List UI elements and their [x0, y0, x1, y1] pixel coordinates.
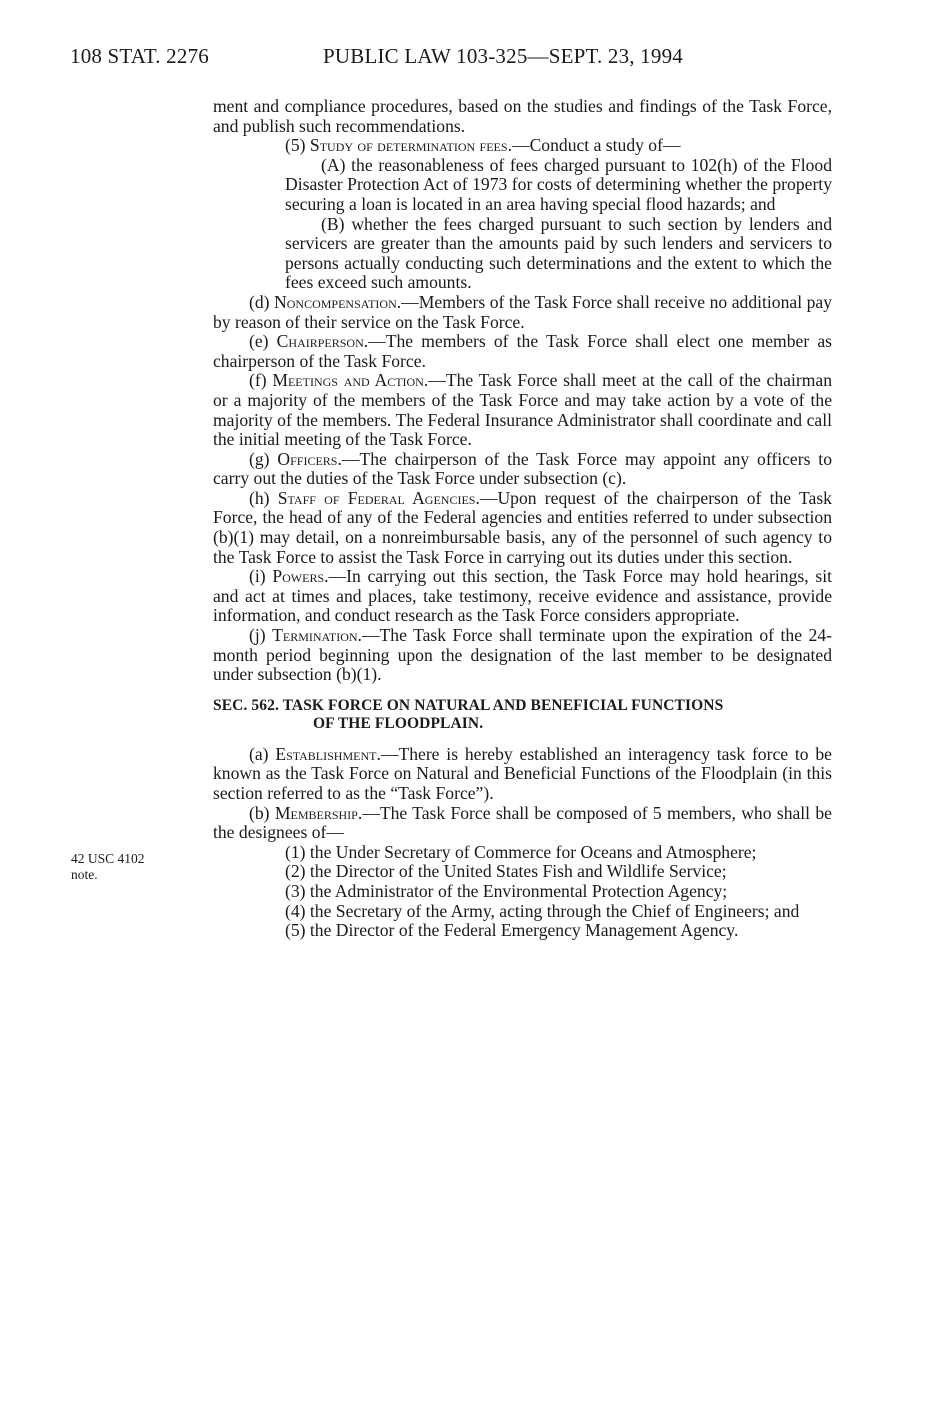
subsection-heading: Powers.	[272, 566, 329, 587]
subsection-heading: Membership.	[274, 802, 363, 823]
public-law-reference: PUBLIC LAW 103-325—SEPT. 23, 1994	[323, 44, 683, 68]
paragraph-5	[249, 136, 832, 156]
subsection-j	[213, 626, 832, 685]
subsection-text: —The Task Force shall be composed of 5 members, who shall be the designees of—	[213, 802, 832, 843]
subsection-number: (e)	[249, 331, 269, 352]
subsection-text: —There is hereby established an interagency task force to be known as the Task Force on Natural and Beneficial Functions of the Floodplain (in this section referred to as the “Task Force”).	[213, 743, 832, 803]
subsection-h	[213, 489, 832, 567]
section-562-subsection-b	[213, 804, 832, 843]
subsection-heading: Officers.	[277, 448, 342, 469]
subsection-text: —The members of the Task Force shall elect one member as chairperson of the Task Force.	[213, 331, 832, 371]
subsection-heading: Staff of Federal Agencies.	[277, 487, 480, 508]
subsection-number: (h)	[249, 487, 270, 508]
list-item: (4) the Secretary of the Army, acting through the Chief of Engineers; and	[285, 900, 800, 921]
subsection-text: —The chairperson of the Task Force may appoint any officers to carry out the duties of the Task Force under subsection (c).	[213, 448, 832, 489]
subparagraph-list	[249, 156, 832, 293]
subparagraph-a: (A) the reasonableness of fees charged pursuant to 102(h) of the Flood Disaster Protection Act of 1973 for costs of determining whether the property securing a loan is located in an area having special flood hazards; and	[285, 154, 832, 214]
subsection-text: —The Task Force shall meet at the call of the chairman or a majority of the members of the Task Force and may take action by a vote of the majority of the members. The Federal Insurance Administrator shall coordinate and call the initial meeting of the Task Force.	[213, 370, 833, 450]
membership-list	[213, 843, 832, 941]
subsection-number: (i)	[249, 566, 266, 587]
list-item: (5) the Director of the Federal Emergency Management Agency.	[285, 920, 739, 941]
margin-note-line: 42 USC 4102	[71, 851, 145, 866]
list-item: (1) the Under Secretary of Commerce for Oceans and Atmosphere;	[285, 841, 757, 862]
subparagraph-b: (B) whether the fees charged pursuant to such section by lenders and servicers are greater than the amounts paid by such lenders and servicers to persons actually conducting such determinations and the extent to which the fees exceed such amounts.	[285, 213, 832, 293]
subsection-heading: Meetings and Action.	[272, 370, 429, 391]
subsection-heading: Chairperson.	[276, 331, 369, 352]
paragraph-5-block	[213, 136, 832, 293]
stat-page-reference: 108 STAT. 2276	[70, 44, 209, 68]
document-body	[213, 97, 832, 941]
section-title-line: SEC. 562. TASK FORCE ON NATURAL AND BENEFICIAL FUNCTIONS	[213, 696, 724, 714]
subsection-number: (a)	[249, 743, 269, 764]
subsection-e	[213, 332, 832, 371]
section-562-subsection-a	[213, 745, 832, 804]
subsection-number: (j)	[249, 625, 266, 646]
margin-note-line: note.	[71, 867, 98, 882]
section-562-title	[213, 697, 832, 733]
list-item: (3) the Administrator of the Environmental Protection Agency;	[285, 880, 728, 901]
subsection-g	[213, 450, 832, 489]
list-item: (2) the Director of the United States Fish and Wildlife Service;	[285, 861, 727, 882]
subsection-list	[213, 293, 832, 685]
paragraph-heading: Study of determination fees.	[309, 135, 512, 156]
subsection-text: —Members of the Task Force shall receive no additional pay by reason of their service on the Task Force.	[213, 291, 832, 332]
subsection-number: (g)	[249, 448, 270, 469]
subsection-f	[213, 371, 832, 449]
continued-paragraph: ment and compliance procedures, based on the studies and findings of the Task Force, and publish such recommendations.	[213, 96, 832, 136]
subsection-heading: Noncompensation.	[274, 291, 402, 312]
paragraph-text: —Conduct a study of—	[511, 135, 681, 156]
subsection-text: —The Task Force shall terminate upon the expiration of the 24-month period beginning upon the designation of the last member to be designated under subsection (b)(1).	[213, 625, 832, 685]
subsection-number: (d)	[249, 291, 270, 312]
subsection-number: (f)	[249, 370, 267, 391]
subsection-heading: Termination.	[272, 625, 362, 646]
page-header	[70, 44, 830, 74]
subsection-text: —Upon request of the chairperson of the Task Force, the head of any of the Federal agencies and entities referred to under subsection (b)(1) may detail, on a nonreimbursable basis, any of the personnel of such agency to the Task Force to assist the Task Force in carrying out its duties under this section.	[213, 487, 832, 567]
subsection-i	[213, 567, 832, 626]
section-title-line: OF THE FLOODPLAIN.	[313, 714, 484, 732]
subsection-heading: Establishment.	[275, 743, 381, 764]
subsection-d	[213, 293, 832, 332]
subsection-number: (b)	[249, 802, 270, 823]
paragraph-number: (5)	[285, 135, 306, 156]
margin-note-usc-citation	[71, 851, 145, 883]
subsection-text: —In carrying out this section, the Task Force may hold hearings, sit and act at times and places, take testimony, receive evidence and assistance, provide information, and conduct research as the Task Force considers appropriate.	[213, 566, 832, 626]
